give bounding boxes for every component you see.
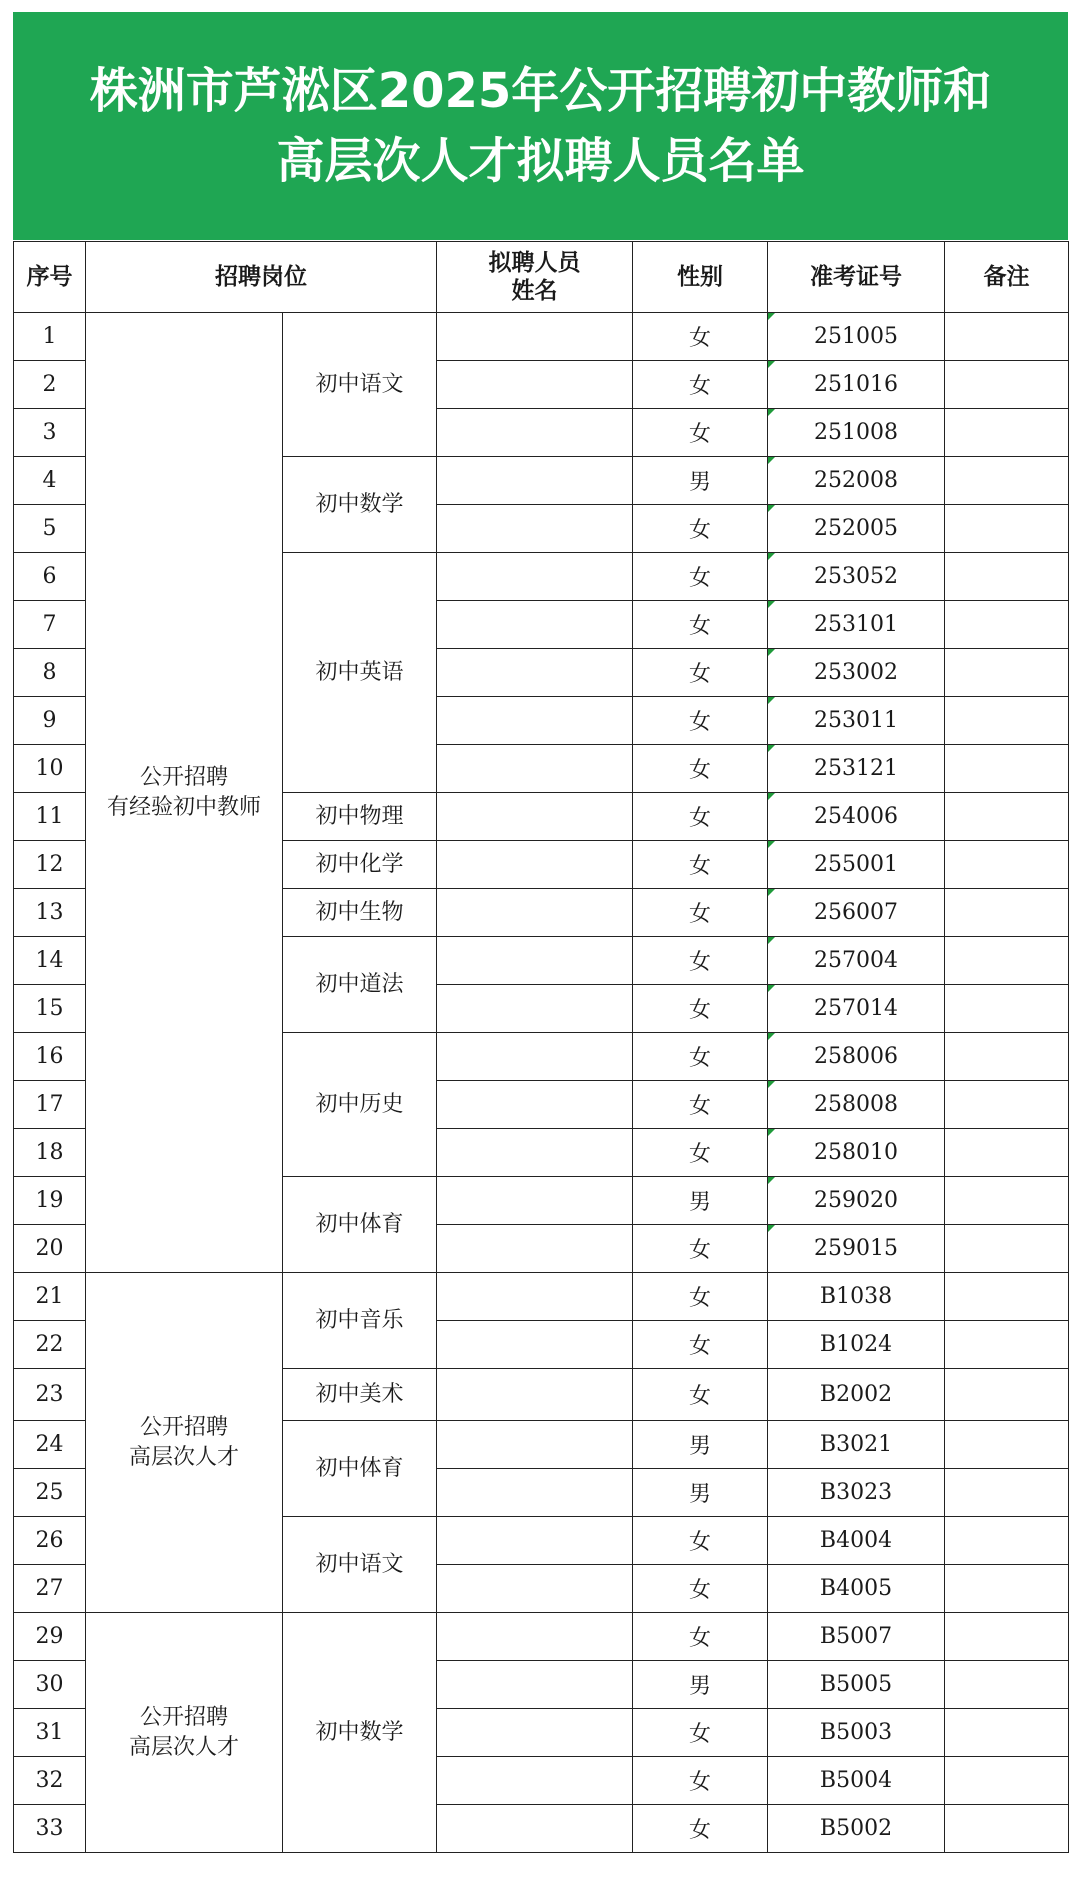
candidate-name	[437, 505, 633, 553]
exam-id: B5005	[768, 1661, 945, 1709]
position-subject: 初中生物	[283, 889, 437, 937]
candidate-name	[437, 1369, 633, 1421]
gender: 女	[633, 1565, 768, 1613]
candidate-name	[437, 1613, 633, 1661]
candidate-name	[437, 1805, 633, 1853]
gender: 女	[633, 1321, 768, 1369]
header-no: 序号	[14, 242, 86, 313]
group-line1: 公开招聘	[139, 1414, 228, 1440]
candidate-name	[437, 985, 633, 1033]
position-subject: 初中道法	[283, 937, 437, 1033]
exam-id: 253011	[768, 697, 945, 745]
candidate-name	[437, 1273, 633, 1321]
row-number: 21	[14, 1273, 86, 1321]
exam-id: B3021	[768, 1421, 945, 1469]
gender: 女	[633, 697, 768, 745]
gender: 女	[633, 1081, 768, 1129]
row-number: 26	[14, 1517, 86, 1565]
gender: 男	[633, 1661, 768, 1709]
group-line2: 高层次人才	[128, 1734, 239, 1760]
exam-id: B4004	[768, 1517, 945, 1565]
row-number: 15	[14, 985, 86, 1033]
remark	[945, 985, 1069, 1033]
remark	[945, 1321, 1069, 1369]
gender: 女	[633, 1757, 768, 1805]
row-number: 18	[14, 1129, 86, 1177]
exam-id: 258006	[768, 1033, 945, 1081]
candidate-name	[437, 1421, 633, 1469]
exam-id: 251008	[768, 409, 945, 457]
candidate-name	[437, 793, 633, 841]
remark	[945, 361, 1069, 409]
exam-id: 253101	[768, 601, 945, 649]
exam-id: B3023	[768, 1469, 945, 1517]
remark	[945, 505, 1069, 553]
exam-id: 252005	[768, 505, 945, 553]
exam-id: B1038	[768, 1273, 945, 1321]
exam-id: 251005	[768, 313, 945, 361]
gender: 女	[633, 841, 768, 889]
exam-id: B5003	[768, 1709, 945, 1757]
exam-id: B5007	[768, 1613, 945, 1661]
candidate-name	[437, 1081, 633, 1129]
candidate-name	[437, 409, 633, 457]
exam-id: 258008	[768, 1081, 945, 1129]
row-number: 33	[14, 1805, 86, 1853]
candidate-name	[437, 1033, 633, 1081]
row-number: 19	[14, 1177, 86, 1225]
row-number: 1	[14, 313, 86, 361]
recruitment-group	[86, 1613, 283, 1853]
remark	[945, 1273, 1069, 1321]
position-subject: 初中数学	[283, 457, 437, 553]
candidate-name	[437, 1517, 633, 1565]
exam-id: B5002	[768, 1805, 945, 1853]
remark	[945, 1421, 1069, 1469]
gender: 男	[633, 1469, 768, 1517]
table-row	[14, 1613, 1069, 1661]
gender: 女	[633, 1273, 768, 1321]
exam-id: 259020	[768, 1177, 945, 1225]
row-number: 12	[14, 841, 86, 889]
row-number: 7	[14, 601, 86, 649]
candidate-name	[437, 697, 633, 745]
gender: 女	[633, 313, 768, 361]
gender: 女	[633, 553, 768, 601]
group-line1: 公开招聘	[139, 764, 228, 790]
page-title-line2: 高层次人才拟聘人员名单	[276, 133, 805, 189]
position-subject: 初中历史	[283, 1033, 437, 1177]
gender: 女	[633, 889, 768, 937]
candidate-name	[437, 1565, 633, 1613]
position-subject: 初中美术	[283, 1369, 437, 1421]
gender: 女	[633, 409, 768, 457]
position-subject: 初中化学	[283, 841, 437, 889]
group-line1: 公开招聘	[139, 1704, 228, 1730]
remark	[945, 1469, 1069, 1517]
candidate-name	[437, 1225, 633, 1273]
row-number: 5	[14, 505, 86, 553]
candidate-name	[437, 841, 633, 889]
exam-id: 253002	[768, 649, 945, 697]
table-row	[14, 1273, 1069, 1321]
row-number: 20	[14, 1225, 86, 1273]
candidate-name	[437, 313, 633, 361]
remark	[945, 1613, 1069, 1661]
candidate-name	[437, 745, 633, 793]
gender: 女	[633, 1129, 768, 1177]
row-number: 11	[14, 793, 86, 841]
exam-id: B4005	[768, 1565, 945, 1613]
exam-id: 253052	[768, 553, 945, 601]
gender: 女	[633, 1805, 768, 1853]
title-banner	[13, 12, 1068, 240]
gender: 女	[633, 1369, 768, 1421]
remark	[945, 1709, 1069, 1757]
table-row	[14, 313, 1069, 361]
header-name-line1: 拟聘人员	[488, 249, 581, 276]
exam-id: 258010	[768, 1129, 945, 1177]
position-subject: 初中数学	[283, 1613, 437, 1853]
position-subject: 初中物理	[283, 793, 437, 841]
recruitment-group	[86, 313, 283, 1273]
remark	[945, 1225, 1069, 1273]
candidate-name	[437, 1709, 633, 1757]
row-number: 22	[14, 1321, 86, 1369]
gender: 女	[633, 1225, 768, 1273]
remark	[945, 457, 1069, 505]
row-number: 3	[14, 409, 86, 457]
remark	[945, 697, 1069, 745]
gender: 女	[633, 649, 768, 697]
position-subject: 初中体育	[283, 1177, 437, 1273]
exam-id: 256007	[768, 889, 945, 937]
candidate-name	[437, 937, 633, 985]
row-number: 23	[14, 1369, 86, 1421]
header-gender: 性别	[633, 242, 768, 313]
header-remark: 备注	[945, 242, 1069, 313]
position-subject: 初中音乐	[283, 1273, 437, 1369]
hire-list-table	[13, 241, 1069, 1853]
remark	[945, 1517, 1069, 1565]
candidate-name	[437, 457, 633, 505]
candidate-name	[437, 601, 633, 649]
row-number: 4	[14, 457, 86, 505]
exam-id: 257004	[768, 937, 945, 985]
candidate-name	[437, 361, 633, 409]
gender: 女	[633, 745, 768, 793]
exam-id: B5004	[768, 1757, 945, 1805]
remark	[945, 841, 1069, 889]
gender: 女	[633, 361, 768, 409]
exam-id: B1024	[768, 1321, 945, 1369]
header-exam-id: 准考证号	[768, 242, 945, 313]
row-number: 27	[14, 1565, 86, 1613]
header-name	[437, 242, 633, 313]
remark	[945, 1177, 1069, 1225]
remark	[945, 1661, 1069, 1709]
row-number: 10	[14, 745, 86, 793]
gender: 女	[633, 985, 768, 1033]
gender: 女	[633, 1613, 768, 1661]
candidate-name	[437, 1757, 633, 1805]
position-subject: 初中体育	[283, 1421, 437, 1517]
candidate-name	[437, 553, 633, 601]
header-post: 招聘岗位	[86, 242, 437, 313]
gender: 女	[633, 1033, 768, 1081]
row-number: 29	[14, 1613, 86, 1661]
row-number: 2	[14, 361, 86, 409]
remark	[945, 745, 1069, 793]
remark	[945, 601, 1069, 649]
remark	[945, 553, 1069, 601]
row-number: 24	[14, 1421, 86, 1469]
exam-id: 253121	[768, 745, 945, 793]
remark	[945, 1369, 1069, 1421]
remark	[945, 1565, 1069, 1613]
remark	[945, 313, 1069, 361]
exam-id: 251016	[768, 361, 945, 409]
candidate-name	[437, 1177, 633, 1225]
exam-id: 254006	[768, 793, 945, 841]
group-line2: 高层次人才	[128, 1444, 239, 1470]
candidate-name	[437, 1469, 633, 1517]
gender: 男	[633, 1421, 768, 1469]
candidate-name	[437, 889, 633, 937]
exam-id: 259015	[768, 1225, 945, 1273]
row-number: 17	[14, 1081, 86, 1129]
remark	[945, 793, 1069, 841]
remark	[945, 409, 1069, 457]
remark	[945, 1129, 1069, 1177]
row-number: 31	[14, 1709, 86, 1757]
gender: 女	[633, 1709, 768, 1757]
row-number: 32	[14, 1757, 86, 1805]
row-number: 14	[14, 937, 86, 985]
page-title-line1: 株洲市芦淞区2025年公开招聘初中教师和	[89, 63, 992, 119]
row-number: 13	[14, 889, 86, 937]
candidate-name	[437, 1321, 633, 1369]
remark	[945, 937, 1069, 985]
group-line2: 有经验初中教师	[106, 794, 261, 820]
header-name-line2: 姓名	[511, 277, 558, 304]
remark	[945, 889, 1069, 937]
gender: 女	[633, 505, 768, 553]
row-number: 8	[14, 649, 86, 697]
gender: 女	[633, 793, 768, 841]
remark	[945, 1805, 1069, 1853]
row-number: 9	[14, 697, 86, 745]
candidate-name	[437, 649, 633, 697]
candidate-name	[437, 1661, 633, 1709]
exam-id: 257014	[768, 985, 945, 1033]
remark	[945, 1757, 1069, 1805]
candidate-name	[437, 1129, 633, 1177]
gender: 女	[633, 937, 768, 985]
remark	[945, 1033, 1069, 1081]
remark	[945, 649, 1069, 697]
exam-id: B2002	[768, 1369, 945, 1421]
header-row	[14, 242, 1069, 313]
row-number: 6	[14, 553, 86, 601]
row-number: 25	[14, 1469, 86, 1517]
position-subject: 初中语文	[283, 1517, 437, 1613]
row-number: 16	[14, 1033, 86, 1081]
position-subject: 初中英语	[283, 553, 437, 793]
row-number: 30	[14, 1661, 86, 1709]
gender: 女	[633, 1517, 768, 1565]
gender: 女	[633, 601, 768, 649]
recruitment-group	[86, 1273, 283, 1613]
exam-id: 252008	[768, 457, 945, 505]
gender: 男	[633, 457, 768, 505]
position-subject: 初中语文	[283, 313, 437, 457]
exam-id: 255001	[768, 841, 945, 889]
gender: 男	[633, 1177, 768, 1225]
remark	[945, 1081, 1069, 1129]
